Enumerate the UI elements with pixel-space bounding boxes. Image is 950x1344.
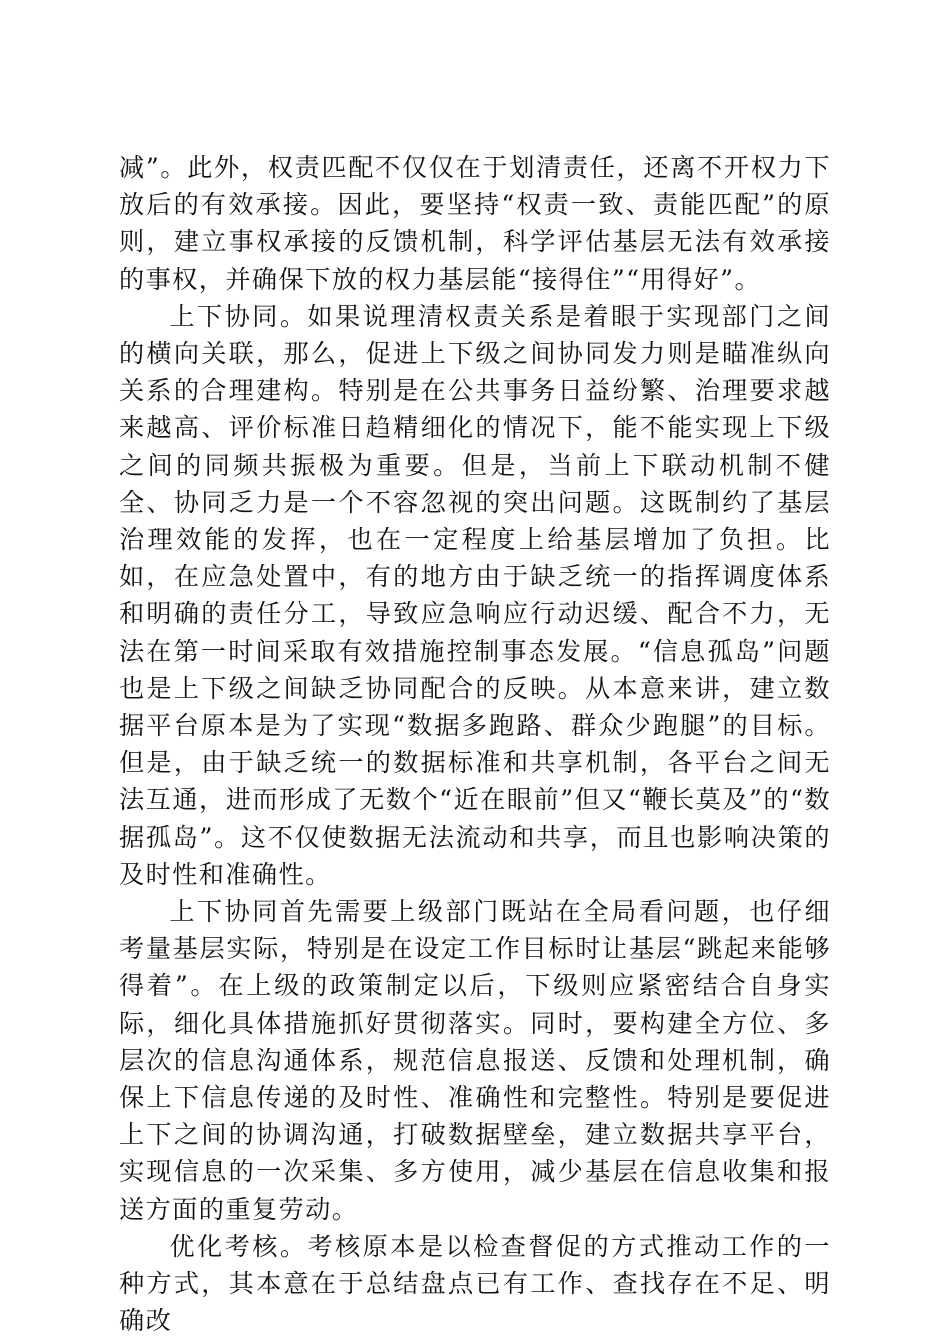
paragraph-4: 优化考核。考核原本是以检查督促的方式推动工作的一种方式，其本意在于总结盘点已有工作、查找存在不足、明确改 [119, 1231, 831, 1336]
paragraph-2: 上下协同。如果说理清权责关系是着眼于实现部门之间的横向关联，那么，促进上下级之间协同发力则是瞄准纵向关系的合理建构。特别是在公共事务日益纷繁、治理要求越来越高、评价标准日趋精细化的情况下，能不能实现上下级之间的同频共振极为重要。但是，当前上下联动机制不健全、协同乏力是一个不容忽视的突出问题。这既制约了基层治理效能的发挥，也在一定程度上给基层增加了负担。比如，在应急处置中，有的地方由于缺乏统一的指挥调度体系和明确的责任分工，导致应急响应行动迟缓、配合不力，无法在第一时间采取有效措施控制事态发展。“信息孤岛”问题也是上下级之间缺乏协同配合的反映。从本意来讲，建立数据平台原本是为了实现“数据多跑路、群众少跑腿”的目标。但是，由于缺乏统一的数据标准和共享机制，各平台之间无法互通，进而形成了无数个“近在眼前”但又“鞭长莫及”的“数据孤岛”。这不仅使数据无法流动和共享，而且也影响决策的及时性和准确性。 [119, 301, 831, 889]
paragraph-1: 减”。此外，权责匹配不仅仅在于划清责任，还离不开权力下放后的有效承接。因此，要坚持“权责一致、责能匹配”的原则，建立事权承接的反馈机制，科学评估基层无法有效承接的事权，并确保下放的权力基层能“接得住”“用得好”。 [119, 153, 831, 294]
paragraph-3: 上下协同首先需要上级部门既站在全局看问题，也仔细考量基层实际，特别是在设定工作目标时让基层“跳起来能够得着”。在上级的政策制定以后，下级则应紧密结合自身实际，细化具体措施抓好贯彻落实。同时，要构建全方位、多层次的信息沟通体系，规范信息报送、反馈和处理机制，确保上下信息传递的及时性、准确性和完整性。特别是要促进上下之间的协调沟通，打破数据壁垒，建立数据共享平台，实现信息的一次采集、多方使用，减少基层在信息收集和报送方面的重复劳动。 [119, 897, 831, 1224]
document-body [119, 149, 831, 1340]
